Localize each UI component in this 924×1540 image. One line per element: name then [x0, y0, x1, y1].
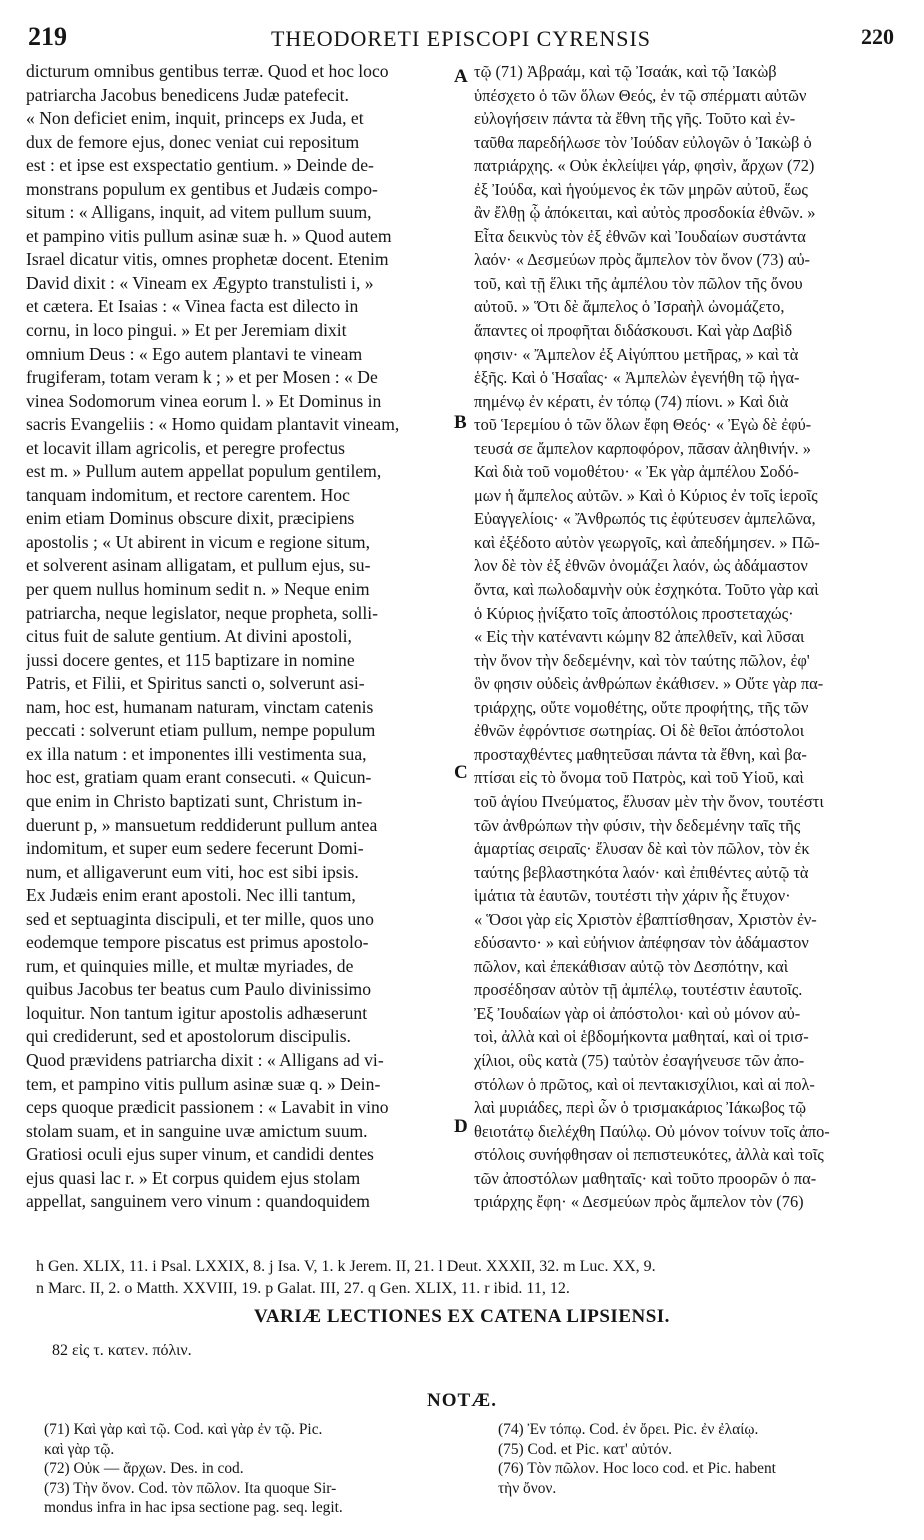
note-line: (71) Καὶ γὰρ καὶ τῷ. Cod. καὶ γὰρ ἐν τῷ. Pic.: [44, 1421, 323, 1438]
greek-text-line: λον δὲ τὸν ἐξ ἐθνῶν ὀνομάζει λαόν, ὡς ἀδάμαστον: [474, 556, 808, 576]
latin-text-line: duerunt p, » mansuetum reddiderunt pullum antea: [26, 814, 378, 835]
latin-text-line: est : et ipse est exspectatio gentium. » Deinde de-: [26, 155, 374, 176]
greek-text-line: « Ὅσοι γὰρ εἰς Χριστὸν ἐβαπτίσθησαν, Χριστὸν ἐν-: [474, 909, 817, 929]
latin-text-line: vinea Sodomorum vinea eorum l. » Et Dominus in: [26, 390, 382, 411]
section-marker-d: D: [454, 1116, 468, 1137]
greek-text-line: αὐτοῦ. » Ὅτι δὲ ἄμπελος ὁ Ἰσραὴλ ὠνομάζετο,: [474, 297, 785, 317]
greek-text-line: καὶ ἐξέδοτο αὐτὸν γεωργοῖς, καὶ ἀπεδήμησεν. » Πῶ-: [474, 532, 820, 552]
latin-text-line: cornu, in loco pingui. » Et per Jeremiam dixit: [26, 320, 347, 341]
greek-text-line: ταῦθα παρεδήλωσε τὸν Ἰούδαν εὐλογῶν ὁ Ἰακὼβ ὁ: [474, 132, 812, 152]
latin-text-line: indomitum, et super eum sedere fecerunt Domi-: [26, 838, 364, 859]
greek-text-line: τῶν ἀποστόλων μαθηταῖς· καὶ τοῦτο προορῶν ὁ πα-: [474, 1168, 817, 1188]
greek-text-line: προσέδησαν αὐτὸν τῇ ἀμπέλῳ, τουτέστιν ἑαυτοῖς.: [474, 980, 803, 1000]
latin-text-line: appellat, sanguinem vero vinum : quandoquidem: [26, 1191, 370, 1212]
latin-text-line: situm : « Alligans, inquit, ad vitem pullum suum,: [26, 202, 372, 223]
greek-text-line: στόλοις συνήφθησαν οἱ πεπιστευκότες, ἀλλὰ καὶ τοῖς: [474, 1145, 824, 1165]
notae-title: NOTÆ.: [427, 1390, 497, 1411]
greek-text-line: προσταχθέντες μαθητεῦσαι πάντα τὰ ἔθνη, καὶ βα-: [474, 744, 807, 764]
latin-text-line: citus fuit de salute gentium. At divini apostoli,: [26, 626, 352, 647]
latin-text-line: ceps quoque prædicit passionem : « Lavabit in vino: [26, 1097, 389, 1118]
latin-text-line: et cætera. Et Isaias : « Vinea facta est dilecto in: [26, 296, 359, 317]
greek-text-line: τριάρχης, οὔτε νομοθέτης, οὔτε προφήτης, τῆς τῶν: [474, 697, 809, 717]
greek-text-line: τοῦ, καὶ τῇ ἕλικι τῆς ἀμπέλου τὸν πῶλον τῆς ὄνου: [474, 273, 803, 293]
note-line: (72) Οὐκ — ἄρχων. Des. in cod.: [44, 1460, 244, 1477]
latin-text-line: David dixit : « Vineam ex Ægypto transtulisti i, »: [26, 272, 374, 293]
greek-text-line: τῷ (71) Ἀβραάμ, καὶ τῷ Ἰσαάκ, καὶ τῷ Ἰακὼβ: [474, 62, 777, 81]
latin-text-line: eodemque tempore piscatus est primus apostolo-: [26, 932, 369, 953]
greek-text-line: τριάρχης ἔφη· « Δεσμεύων πρὸς ἄμπελον τὸν (76): [474, 1192, 804, 1212]
latin-text-line: sed et septuaginta discipuli, et ter mille, quos uno: [26, 908, 374, 929]
running-title: THEODORETI EPISCOPI CYRENSIS: [270, 26, 652, 51]
latin-text-line: omnium Deus : « Ego autem plantavi te vineam: [26, 343, 363, 364]
greek-text-line: ὁ Κύριος ᾐνίξατο τοῖς ἀποστόλοις προστεταχώς·: [474, 603, 794, 623]
greek-text-line: εὐλογήσειν πάντα τὰ ἔθνη τῆς γῆς. Τοῦτο καὶ ἐν-: [474, 109, 796, 129]
note-line: (73) Τὴν ὄνον. Cod. τὸν πῶλον. Ita quoque Sir-: [44, 1479, 337, 1497]
latin-text-line: per quem nullus hominum sedit n. » Neque enim: [26, 579, 370, 600]
note-line: (76) Τὸν πῶλον. Hoc loco cod. et Pic. habent: [498, 1460, 776, 1477]
latin-text-line: jussi docere gentes, et 115 baptizare in nomine: [26, 649, 355, 670]
greek-text-line: τοῦ Ἱερεμίου ὁ τῶν ὅλων ἔφη Θεός· « Ἐγὼ δὲ ἐφύ-: [474, 415, 812, 435]
latin-text-line: que enim in Christo baptizati sunt, Christum in-: [26, 790, 363, 811]
greek-text-line: ἑξῆς. Καὶ ὁ Ἡσαΐας· « Ἀμπελὼν ἐγενήθη τῷ ἠγα-: [474, 368, 800, 388]
page-number: 219: [28, 22, 67, 51]
latin-text-line: peccati : solverunt etiam pullum, nempe populum: [26, 720, 376, 741]
latin-text-line: Gratiosi oculi ejus super vinum, et candidi dentes: [26, 1144, 374, 1165]
greek-text-line: ἐθνῶν ἐφρόντισε σωτηρίας. Οἱ δὲ θεῖοι ἀπόστολοι: [474, 721, 805, 741]
section-marker-c: C: [454, 762, 468, 783]
latin-text-line: enim etiam Dominus obscure dixit, præcipiens: [26, 508, 355, 529]
greek-text-line: λαόν· « Δεσμεύων πρὸς ἄμπελον τὸν ὄνον (73) αὐ-: [474, 250, 811, 270]
greek-text-line: λαὶ μυριάδες, περὶ ὧν ὁ τρισμακάριος Ἰάκωβος τῷ: [474, 1098, 807, 1118]
latin-text-line: stolam suam, et in sanguine uvæ amictum suum.: [26, 1120, 368, 1141]
greek-text-line: ἅπαντες οἱ προφῆται διδάσκουσι. Καὶ γὰρ Δαβὶδ: [474, 321, 793, 341]
note-line: mondus infra in hac ipsa sectione pag. seq. legit.: [44, 1499, 343, 1516]
latin-text-line: apostolis ; « Ut abirent in vicum e regione situm,: [26, 531, 370, 552]
greek-text-line: μων ἡ ἄμπελος αὐτῶν. » Καὶ ὁ Κύριος ἐν τοῖς ἱεροῖς: [474, 485, 818, 505]
latin-text-line: Israel dicatur vitis, omnes prophetæ docent. Etenim: [26, 249, 389, 270]
latin-text-line: Patris, et Filii, et Spiritus sancti o, solverunt asi-: [26, 673, 365, 694]
greek-text-line: ταύτης βεβλαστηκότα λαόν· καὶ ἐπιθέντες αὐτῷ τὰ: [474, 862, 809, 882]
latin-text-line: quibus Jacobus ter beatus cum Paulo divinissimo: [26, 979, 372, 1000]
greek-text-line: ἁμαρτίας σειραῖς· ἔλυσαν δὲ καὶ τὸν πῶλον, τὸν ἐκ: [474, 839, 810, 859]
greek-text-line: τοὶ, ἀλλὰ καὶ οἱ ἑβδομήκοντα μαθηταί, καὶ οἱ τρισ-: [474, 1027, 809, 1047]
latin-text-line: est m. » Pullum autem appellat populum gentilem,: [26, 461, 382, 482]
note-line: (74) Ἐν τόπῳ. Cod. ἐν ὄρει. Pic. ἐν ἐλαίῳ.: [498, 1421, 759, 1438]
greek-text-line: ἐξ Ἰούδα, καὶ ἡγούμενος ἐκ τῶν μηρῶν αὐτοῦ, ἕως: [474, 179, 808, 199]
greek-text-line: τὴν ὄνον τὴν δεδεμένην, καὶ τὸν ταύτης πῶλον, ἐφ': [474, 650, 810, 670]
variae-lectiones-title: VARIÆ LECTIONES EX CATENA LIPSIENSI.: [254, 1306, 670, 1327]
greek-text-line: πῶλον, καὶ ἐπεκάθισαν αὐτῷ τὸν Δεσπότην, καὶ: [474, 956, 789, 976]
note-line: τὴν ὄνον.: [498, 1479, 557, 1497]
latin-text-line: patriarcha Jacobus benedicens Judæ patefecit.: [26, 84, 349, 105]
greek-text-line: ἱμάτια τὰ ἑαυτῶν, τουτέστι τὴν χάριν ἧς ἔτυχον·: [474, 886, 791, 906]
greek-text-line: ὄντα, καὶ πωλοδαμνὴν οὐκ ἐσχηκότα. Τοῦτο γὰρ καὶ: [474, 580, 819, 600]
latin-text-line: Quod prævidens patriarcha dixit : « Alligans ad vi-: [26, 1049, 384, 1070]
greek-text-line: « Εἰς τὴν κατέναντι κώμην 82 ἀπελθεῖν, καὶ λῦσαι: [474, 627, 805, 647]
notes-right-column: [498, 1420, 924, 1498]
latin-text-line: dicturum omnibus gentibus terræ. Quod et hoc loco: [26, 61, 389, 81]
footnotes: [36, 1256, 896, 1300]
section-marker-b: B: [454, 412, 467, 433]
greek-text-line: Εἶτα δεικνὺς τὸν ἐξ ἐθνῶν καὶ Ἰουδαίων συστάντα: [474, 226, 806, 246]
greek-text-line: χίλιοι, οὓς κατὰ (75) ταὐτὸν ἐσαγήνευσε τῶν ἀπο-: [474, 1050, 805, 1070]
latin-text-line: num, et alligaverunt eum viti, hoc est sibi ipsis.: [26, 861, 359, 882]
section-marker-a: A: [454, 66, 468, 87]
greek-text-line: πατριάρχης. « Οὐκ ἐκλείψει γάρ, φησὶν, ἄρχων (72): [474, 156, 815, 176]
latin-text-line: patriarcha, neque legislator, neque propheta, solli-: [26, 602, 379, 623]
latin-column: [26, 60, 446, 1214]
latin-text-line: tem, et pampino vitis pullum asinæ suæ q. » Dein-: [26, 1073, 381, 1094]
latin-text-line: rum, et quinquies mille, et multæ myriades, de: [26, 955, 354, 976]
greek-text-line: ὑπέσχετο ὁ τῶν ὅλων Θεός, ἐν τῷ σπέρματι αὐτῶν: [474, 85, 807, 105]
greek-text-line: εδύσαντο· » καὶ εὐήνιον ἀπέφησαν τὸν ἀδάμαστον: [474, 933, 809, 953]
latin-text-line: loquitur. Non tantum igitur apostolis adhæserunt: [26, 1002, 368, 1023]
latin-text-line: sacris Evangeliis : « Homo quidam plantavit vineam,: [26, 414, 400, 435]
greek-text-line: στόλων ὁ πρῶτος, καὶ οἱ πεντακισχίλιοι, καὶ αἱ πολ-: [474, 1074, 815, 1094]
latin-text-line: nam, hoc est, humanam naturam, vinctam catenis: [26, 696, 374, 717]
notes-left-column: [44, 1420, 484, 1518]
latin-text-line: « Non deficiet enim, inquit, princeps ex Juda, et: [26, 108, 364, 129]
greek-text-line: τευσά σε ἄμπελον καρποφόρον, πᾶσαν ἀληθινήν. »: [474, 438, 811, 458]
latin-text-line: Ex Judæis enim erant apostoli. Nec illi tantum,: [26, 885, 356, 906]
greek-text-line: ἂν ἔλθῃ ᾧ ἀπόκειται, καὶ αὐτὸς προσδοκία ἐθνῶν. »: [474, 203, 816, 223]
variant-reading: 82 εἰς τ. κατεν. πόλιν.: [52, 1342, 192, 1359]
latin-text-line: qui crediderunt, sed et apostolorum discipulis.: [26, 1026, 351, 1047]
latin-text-line: frugiferam, totam veram k ; » et per Mosen : « De: [26, 367, 378, 388]
greek-text-line: τῶν ἀνθρώπων τὴν φύσιν, τὴν δεδεμένην ταῖς τῆς: [474, 815, 801, 835]
greek-text-line: ὃν φησιν οὐδεὶς ἀνθρώπων ἐκάθισεν. » Οὔτε γὰρ πα-: [474, 674, 824, 694]
latin-text-line: hoc est, gratiam quam erant consecuti. « Quicun-: [26, 767, 372, 788]
greek-text-line: πημένῳ ἐν κέρατι, ἐν τόπῳ (74) πίονι. » Καὶ διὰ: [474, 391, 789, 411]
note-line: καὶ γὰρ τῷ.: [44, 1440, 115, 1458]
greek-column: [474, 60, 894, 1214]
latin-text-line: et locavit illam agricolis, et peregre profectus: [26, 437, 345, 458]
latin-text-line: monstrans populum ex gentibus et Judæis compo-: [26, 178, 378, 199]
greek-text-line: φησιν· « Ἄμπελον ἐξ Αἰγύπτου μετῆρας, » καὶ τὰ: [474, 344, 799, 364]
footnote-line: h Gen. XLIX, 11. i Psal. LXXIX, 8. j Isa. V, 1. k Jerem. II, 21. l Deut. XXXII, 32. m Luc. XX, 9.: [36, 1258, 656, 1275]
greek-text-line: Εὐαγγελίοις· « Ἄνθρωπός τις ἐφύτευσεν ἀμπελῶνα,: [474, 509, 816, 529]
latin-text-line: ejus quasi lac r. » Et corpus quidem ejus stolam: [26, 1167, 361, 1188]
greek-text-line: Ἐξ Ἰουδαίων γὰρ οἱ ἀπόστολοι· καὶ οὐ μόνον αὐ-: [474, 1003, 801, 1023]
greek-text-line: τοῦ ἁγίου Πνεύματος, ἔλυσαν μὲν τὴν ὄνον, τουτέστι: [474, 791, 824, 811]
greek-text-line: Καὶ διὰ τοῦ νομοθέτου· « Ἐκ γὰρ ἀμπέλου Σοδό-: [474, 462, 799, 482]
footnote-line: n Marc. II, 2. o Matth. XXVIII, 19. p Galat. III, 27. q Gen. XLIX, 11. r ibid. 11, 12.: [36, 1280, 570, 1297]
latin-text-line: dux de femore ejus, donec veniat cui repositum: [26, 131, 360, 152]
latin-text-line: et pampino vitis pullum asinæ suæ h. » Quod autem: [26, 225, 392, 246]
page-number-right: 220: [861, 24, 894, 49]
page-header: [28, 22, 894, 56]
latin-text-line: ex illa natum : et imponentes illi vestimenta sua,: [26, 743, 367, 764]
note-line: (75) Cod. et Pic. κατ' αὐτόν.: [498, 1440, 673, 1458]
latin-text-line: tanquam indomitum, et rectore carentem. Hoc: [26, 484, 350, 505]
latin-text-line: et solverent asinam alligatam, et pullum ejus, su-: [26, 555, 371, 576]
greek-text-line: πτίσαι εἰς τὸ ὄνομα τοῦ Πατρὸς, καὶ τοῦ Υἱοῦ, καὶ: [474, 768, 804, 788]
greek-text-line: θειοτάτῳ διελέχθη Παύλῳ. Οὐ μόνον τοίνυν τοῖς ἀπο-: [474, 1121, 830, 1141]
